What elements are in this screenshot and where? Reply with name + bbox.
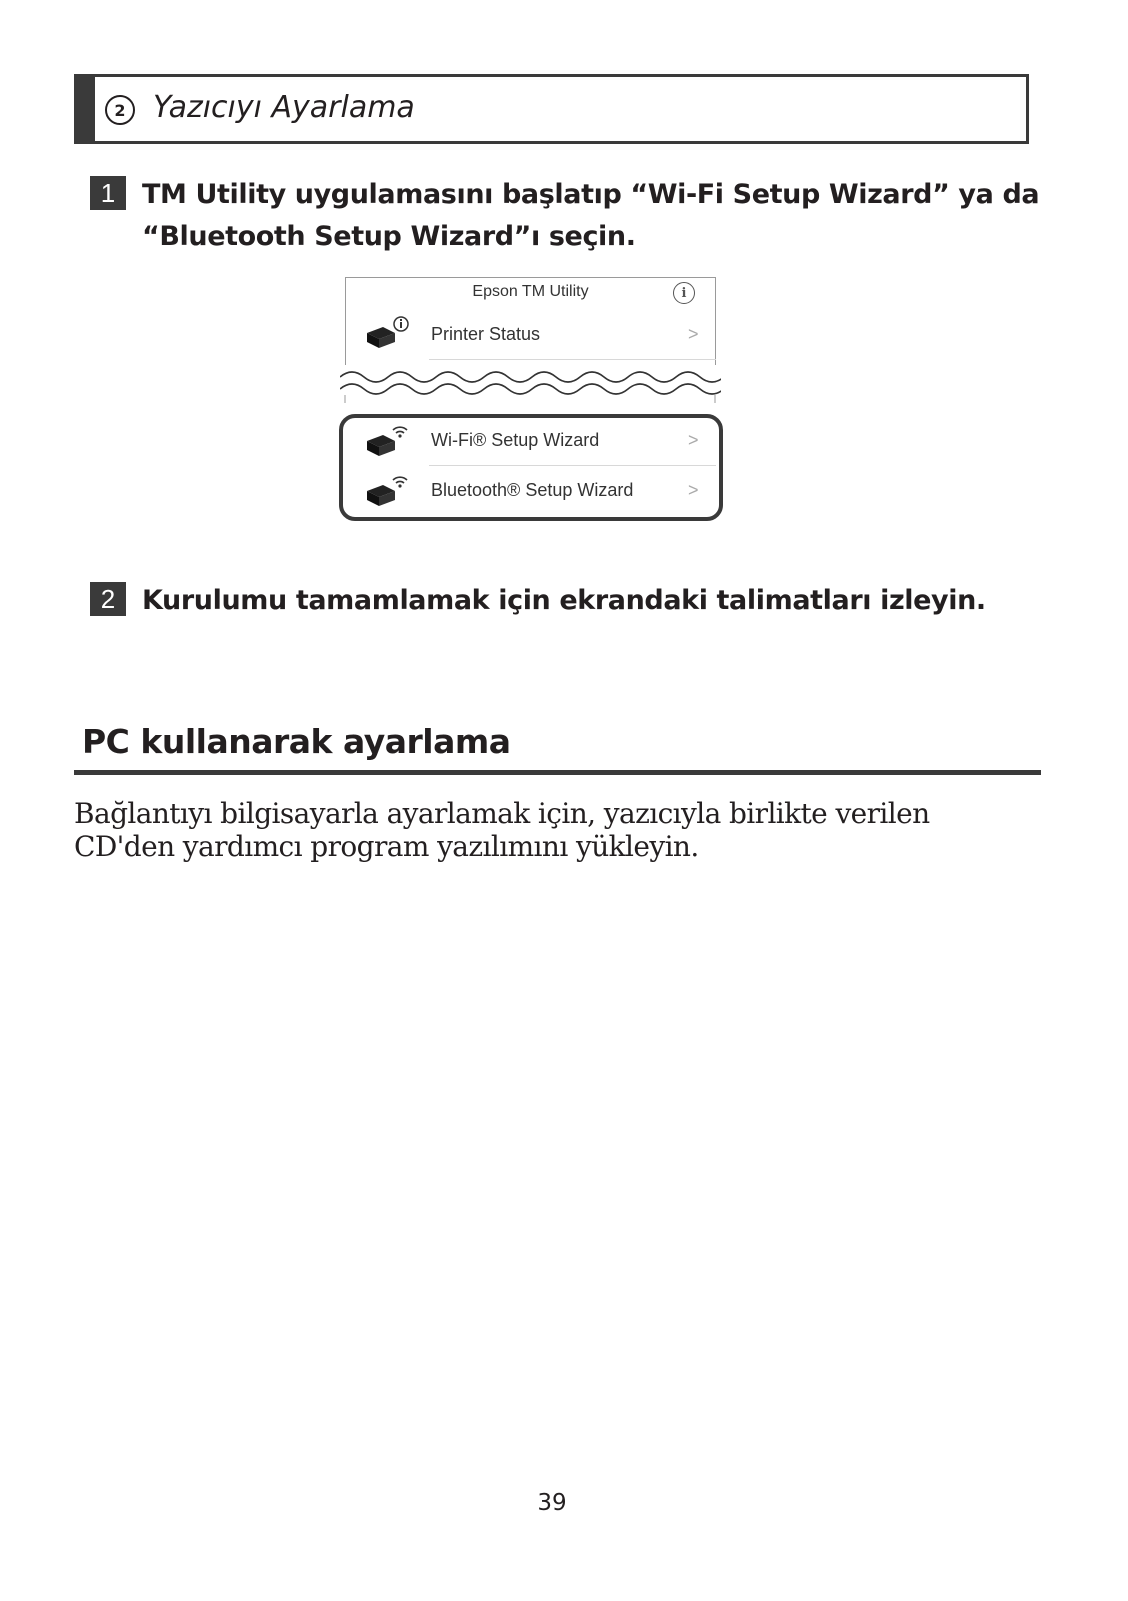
info-icon: i xyxy=(673,282,695,304)
section-header-bar xyxy=(77,77,95,141)
menu-item-bluetooth-setup-wizard: Bluetooth® Setup Wizard xyxy=(431,480,634,500)
pc-section-heading: PC kullanarak ayarlama xyxy=(82,722,511,761)
printer-info-icon xyxy=(363,315,411,351)
step-1-badge: 1 xyxy=(90,176,126,210)
pc-section-body: Bağlantıyı bilgisayarla ayarlamak için, yazıcıyla birlikte verilen CD'den yardımcı program yazılımını yükleyin. xyxy=(74,797,930,863)
chevron-right-icon: > xyxy=(688,324,699,344)
step-2-text: Kurulumu tamamlamak için ekrandaki talimatları izleyin. xyxy=(142,585,986,616)
section-number: 2 xyxy=(105,95,135,125)
row-separator xyxy=(429,359,716,360)
chevron-right-icon: > xyxy=(688,430,699,450)
app-title: Epson TM Utility xyxy=(472,283,589,300)
step-1-text-line1: TM Utility uygulamasını başlatıp “Wi-Fi Setup Wizard” ya da xyxy=(142,179,1040,210)
page-number: 39 xyxy=(537,1490,567,1516)
step-1-text-line2: “Bluetooth Setup Wizard”ı seçin. xyxy=(142,221,636,252)
section-header xyxy=(74,74,1029,144)
app-screenshot xyxy=(345,277,716,517)
menu-item-wifi-setup-wizard: Wi-Fi® Setup Wizard xyxy=(431,430,600,450)
heading-rule xyxy=(74,770,1041,775)
section-title: Yazıcıyı Ayarlama xyxy=(153,90,415,125)
wave-break-icon xyxy=(340,365,721,403)
step-2-badge: 2 xyxy=(90,582,126,616)
chevron-right-icon: > xyxy=(688,480,699,500)
menu-item-printer-status: Printer Status xyxy=(431,324,541,344)
highlight-frame xyxy=(339,414,723,521)
